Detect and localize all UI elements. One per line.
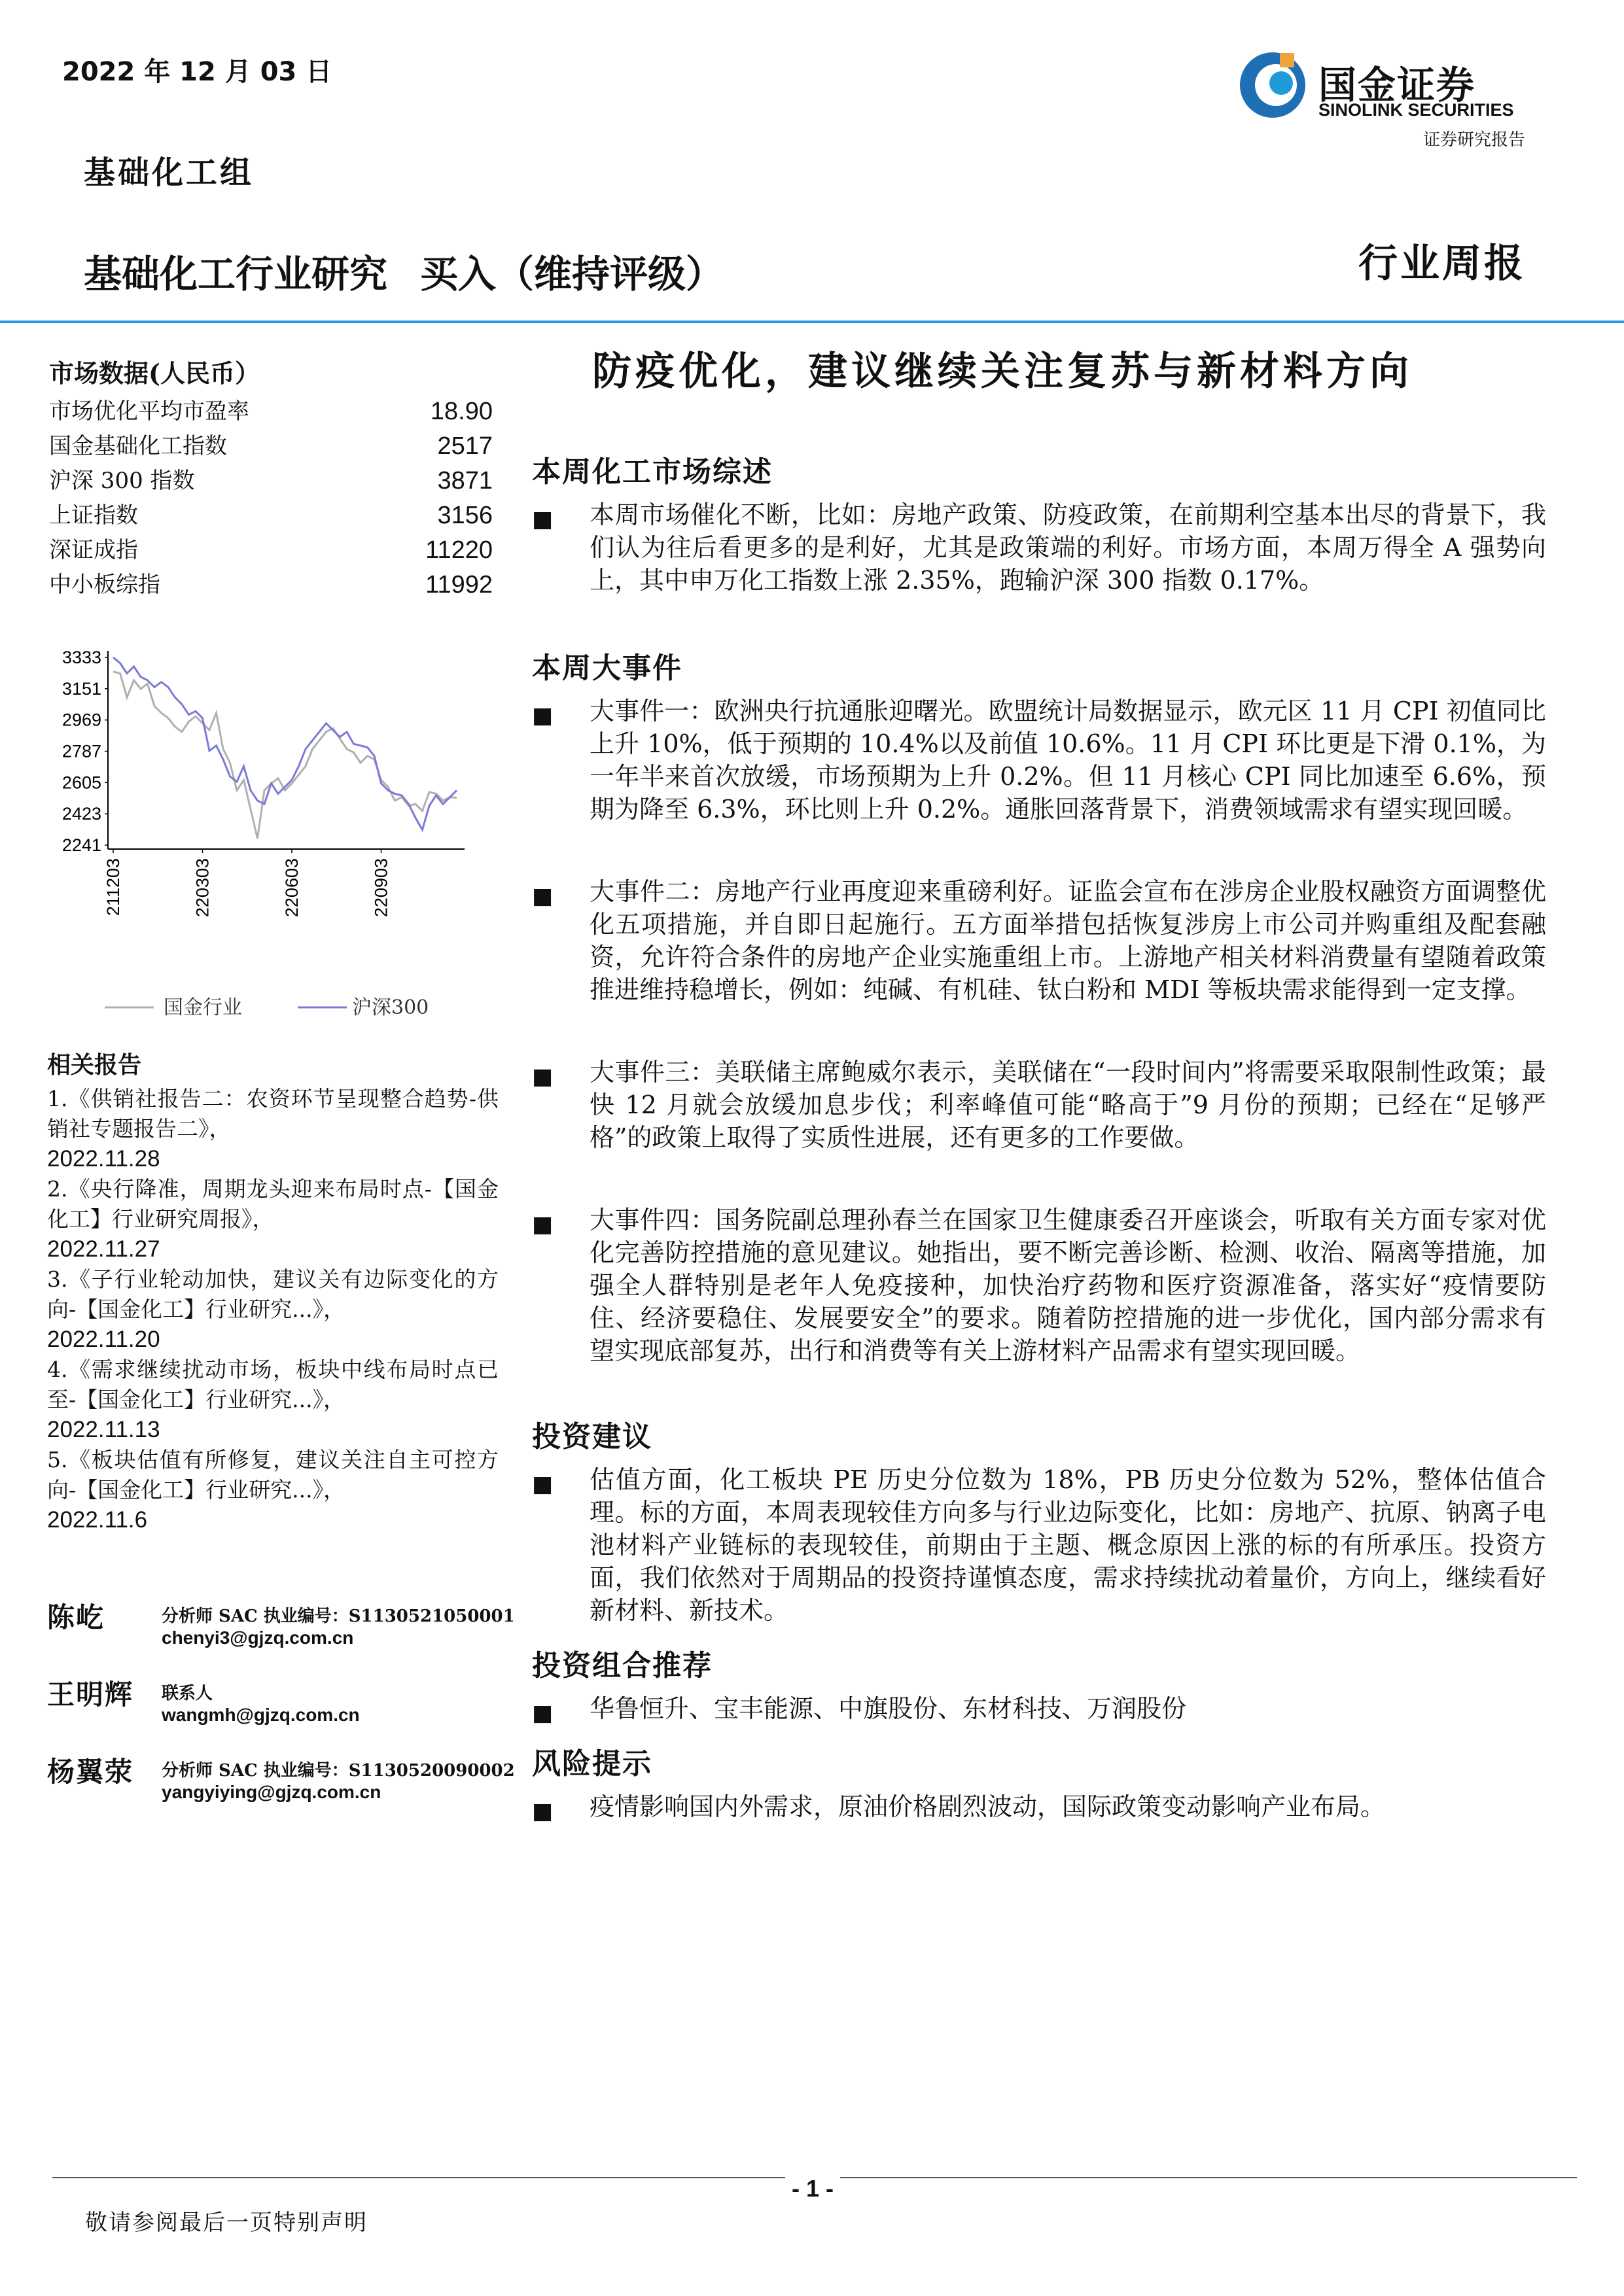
rating-label: 买入（维持评级）	[420, 252, 724, 296]
market-data-value: 3871	[437, 467, 493, 495]
related-report-item[interactable]	[47, 1174, 499, 1264]
logo-subtitle: 证券研究报告	[1423, 130, 1526, 150]
industry-name: 基础化工行业研究	[84, 252, 388, 296]
related-report-title: 2.《央行降准，周期龙头迎来布局时点-【国金化工】行业研究周报》，	[47, 1176, 499, 1232]
related-report-title: 5.《板块估值有所修复，建议关注自主可控方向-【国金化工】行业研究...》，	[47, 1447, 499, 1503]
bullet-square-icon: ■	[532, 1064, 554, 1090]
bullet-square-icon: ■	[532, 1798, 554, 1824]
bullet-square-icon: ■	[532, 703, 554, 729]
chart-x-tick-label: 220303	[192, 858, 213, 918]
market-data-row	[49, 533, 501, 568]
chart-y-tick-label: 3333	[62, 648, 101, 667]
section-paragraph	[532, 1204, 1546, 1367]
chart-series-line	[113, 657, 457, 830]
market-data-label: 市场优化平均市盈率	[49, 398, 249, 425]
paragraph-text: 估值方面，化工板块 PE 历史分位数为 18%，PB 历史分位数为 52%，整体估值合理。标的方面，本周表现较佳方向多与行业边际变化，比如：房地产、抗原、钠离子电池材料产业链标的表现较佳，前期由于主题、概念原因上涨的标的有所承压。投资方面，我们依然对于周期品的投资持谨慎态度，需求持续扰动着量价，方向上，继续看好新材料、新技术。	[590, 1465, 1546, 1625]
analyst-title: 分析师 SAC 执业编号：S1130520090002	[162, 1761, 515, 1781]
market-data-title: 市场数据(人民币）	[49, 358, 260, 388]
paragraph-text: 大事件二：房地产行业再度迎来重磅利好。证监会宣布在涉房企业股权融资方面调整优化五项措施，并自即日起施行。五方面举措包括恢复涉房上市公司并购重组及配套融资，允许符合条件的房地产企业实施重组上市。上游地产相关材料消费量有望随着政策推进维持稳增长，例如：纯碱、有机硅、钛白粉和 MDI 等板块需求能得到一定支撑。	[590, 877, 1546, 1004]
market-data-row	[49, 498, 501, 533]
chart-y-tick-label: 2605	[62, 773, 101, 793]
report-date: 2022 年 12 月 03 日	[62, 57, 332, 87]
market-data-label: 上证指数	[49, 502, 138, 529]
market-data-value: 11992	[425, 571, 493, 599]
analyst-email[interactable]: yangyiying@gjzq.com.cn	[162, 1782, 381, 1802]
market-data-value: 3156	[437, 502, 493, 529]
legend-label: 沪深300	[352, 996, 429, 1019]
related-report-item[interactable]	[47, 1445, 499, 1535]
paragraph-text: 疫情影响国内外需求，原油价格剧烈波动，国际政策变动影响产业布局。	[590, 1792, 1386, 1821]
related-reports	[47, 1047, 499, 1535]
related-reports-list	[47, 1084, 499, 1535]
bullet-square-icon: ■	[532, 1700, 554, 1726]
section-paragraph	[532, 1790, 1546, 1823]
related-report-title: 1.《供销社报告二：农资环节呈现整合趋势-供销社专题报告二》，	[47, 1086, 499, 1141]
related-report-date: 2022.11.20	[47, 1327, 160, 1352]
bullet-square-icon: ■	[532, 1471, 554, 1497]
chart-y-tick-label: 2423	[62, 804, 101, 824]
section-paragraph	[532, 1463, 1546, 1627]
section-paragraph	[532, 1692, 1546, 1725]
logo-mark-icon	[1237, 49, 1309, 121]
report-type: 行业周报	[1358, 241, 1526, 287]
research-group: 基础化工组	[84, 154, 255, 191]
market-data-label: 沪深 300 指数	[49, 468, 195, 494]
footer-disclaimer: 敬请参阅最后一页特别声明	[85, 2210, 368, 2236]
related-report-item[interactable]	[47, 1084, 499, 1174]
bullet-square-icon: ■	[532, 1211, 554, 1238]
paragraph-text: 大事件三：美联储主席鲍威尔表示，美联储在“一段时间内”将需要采取限制性政策；最快 12 月就会放缓加息步伐；利率峰值可能“略高于”9 月份的预期；已经在“足够严格”的政策上取得了实质性进展，还有更多的工作要做。	[590, 1058, 1546, 1152]
bullet-square-icon: ■	[532, 506, 554, 532]
chart-y-tick-label: 2969	[62, 710, 101, 730]
related-reports-title: 相关报告	[47, 1051, 142, 1079]
analyst-email[interactable]: wangmh@gjzq.com.cn	[162, 1705, 360, 1725]
market-data-row	[49, 464, 501, 498]
market-data-value: 18.90	[430, 398, 493, 425]
analyst-title: 联系人	[162, 1684, 213, 1703]
chart-y-tick-label: 3151	[62, 678, 101, 699]
market-data-panel	[49, 353, 501, 602]
chart-x-tick-label: 220603	[282, 858, 302, 918]
analyst-name: 王明辉	[47, 1679, 134, 1711]
related-report-title: 4.《需求继续扰动市场，板块中线布局时点已至-【国金化工】行业研究...》，	[47, 1357, 499, 1412]
index-line-chart	[46, 635, 517, 1034]
chart-x-tick-label: 211203	[103, 858, 123, 916]
analyst-name: 杨翼荥	[47, 1756, 134, 1788]
paragraph-text: 华鲁恒升、宝丰能源、中旗股份、东材科技、万润股份	[590, 1694, 1187, 1723]
analyst-email[interactable]: chenyi3@gjzq.com.cn	[162, 1627, 354, 1648]
section-paragraph	[532, 1056, 1546, 1154]
section-paragraph	[532, 695, 1546, 826]
market-data-row	[49, 394, 501, 429]
market-data-value: 2517	[437, 432, 493, 460]
section-heading: 投资建议	[532, 1420, 652, 1453]
header-divider	[0, 321, 1624, 323]
market-data-value: 11220	[425, 536, 493, 564]
analyst-title: 分析师 SAC 执业编号：S1130521050001	[162, 1607, 515, 1626]
industry-title	[84, 243, 724, 298]
related-report-item[interactable]	[47, 1264, 499, 1355]
section-paragraph	[532, 498, 1546, 597]
section-heading: 本周大事件	[532, 652, 682, 685]
chart-x-tick-label: 220903	[371, 858, 391, 918]
paragraph-text: 大事件四：国务院副总理孙春兰在国家卫生健康委召开座谈会，听取有关方面专家对优化完善防控措施的意见建议。她指出，要不断完善诊断、检测、收治、隔离等措施，加强全人群特别是老年人免疫接种，加快治疗药物和医疗资源准备，落实好“疫情要防住、经济要稳住、发展要安全”的要求。随着防控措施的进一步优化，国内部分需求有望实现底部复苏，出行和消费等有关上游材料产品需求有望实现回暖。	[590, 1206, 1546, 1365]
analyst-name: 陈屹	[47, 1601, 105, 1633]
related-report-item[interactable]	[47, 1355, 499, 1445]
paragraph-text: 大事件一：欧洲央行抗通胀迎曙光。欧盟统计局数据显示，欧元区 11 月 CPI 初值同比上升 10%，低于预期的 10.4%以及前值 10.6%。11 月 CPI 环比更是下滑 0.1%，为一年半来首次放缓，市场预期为上升 0.2%。但 11 月核心 CPI 同比加速至 6.6%，预期为降至 6.3%，环比则上升 0.2%。通胀回落背景下，消费领域需求有望实现回暖。	[590, 697, 1546, 824]
company-logo	[1237, 49, 1551, 154]
market-data-label: 国金基础化工指数	[49, 433, 227, 459]
chart-y-tick-label: 2787	[62, 741, 101, 761]
logo-name: 国金证券	[1318, 63, 1476, 107]
market-data-row	[49, 429, 501, 464]
related-report-date: 2022.11.6	[47, 1507, 148, 1533]
legend-label: 国金行业	[164, 996, 242, 1019]
chart-series-line	[113, 672, 457, 839]
section-paragraph	[532, 875, 1546, 1006]
related-report-title: 3.《子行业轮动加快，建议关有边际变化的方向-【国金化工】行业研究...》，	[47, 1266, 499, 1322]
market-data-label: 深证成指	[49, 537, 138, 563]
logo-english-name: SINOLINK SECURITIES	[1318, 100, 1514, 120]
chart-y-tick-label: 2241	[62, 835, 101, 855]
market-data-table	[49, 394, 501, 602]
section-heading: 本周化工市场综述	[532, 455, 773, 489]
section-heading: 风险提示	[532, 1747, 652, 1781]
paragraph-text: 本周市场催化不断，比如：房地产政策、防疫政策，在前期利空基本出尽的背景下，我们认为往后看更多的是利好，尤其是政策端的利好。市场方面，本周万得全 A 强势向上，其中申万化工指数上涨 2.35%，跑输沪深 300 指数 0.17%。	[590, 500, 1546, 595]
market-data-row	[49, 568, 501, 602]
market-data-label: 中小板综指	[49, 572, 160, 598]
report-main-title: 防疫优化，建议继续关注复苏与新材料方向	[592, 349, 1413, 394]
bullet-square-icon: ■	[532, 883, 554, 909]
page-number: - 1 -	[785, 2175, 840, 2202]
related-report-date: 2022.11.27	[47, 1236, 160, 1262]
related-report-date: 2022.11.28	[47, 1146, 160, 1172]
related-report-date: 2022.11.13	[47, 1417, 160, 1442]
section-heading: 投资组合推荐	[532, 1649, 713, 1682]
